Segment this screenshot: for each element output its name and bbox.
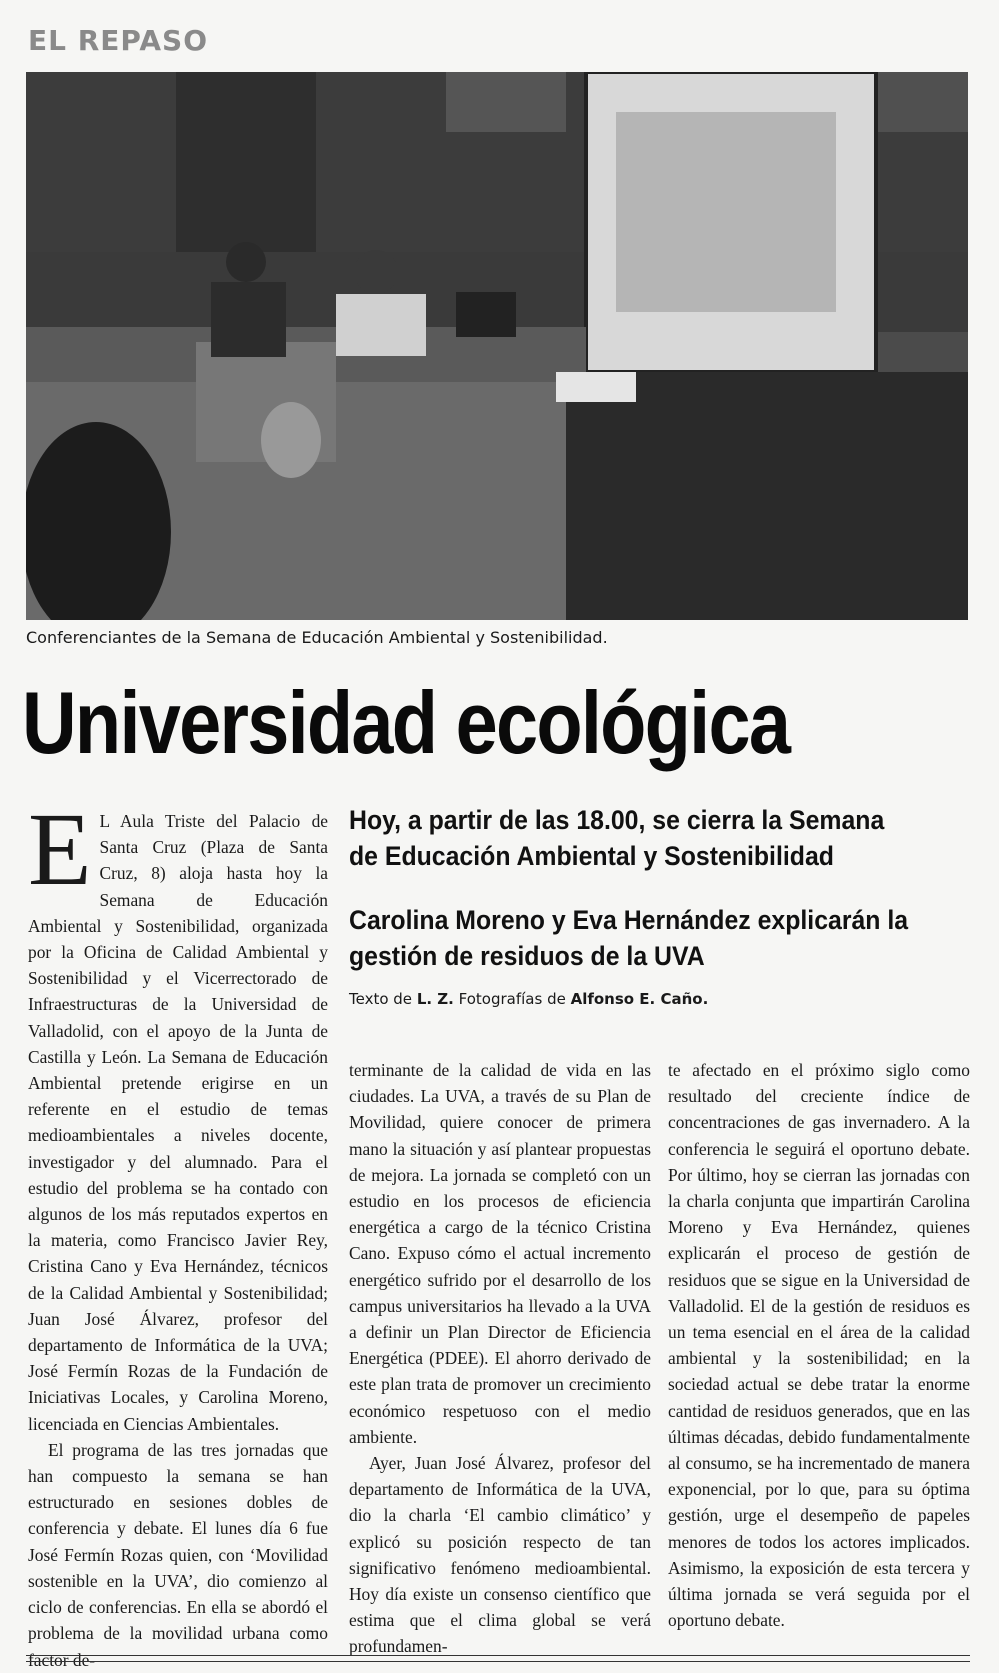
footer-rule [26,1661,970,1662]
article-photo [26,72,968,620]
article-paragraph [28,792,328,1437]
byline-author: L. Z. [416,990,454,1008]
article-paragraph: Ayer, Juan José Álvarez, profesor del departamento de Informática de la UVA, dio la charla ‘El cambio climático’ y explicó su posición respecto de tan significativo fenómeno medioambiental. Hoy día existe un consenso científico que estima que el clima global se verá profundamen- [349,1453,651,1657]
section-tag: EL REPASO [28,24,208,57]
headline: Universidad ecológica [22,673,790,772]
byline-photographer: Alfonso E. Caño. [570,990,709,1008]
article-column-2 [349,1057,651,1660]
article-paragraph: te afectado en el próximo siglo como resultado del creciente índice de concentraciones de gas invernadero. A la conferencia le seguirá el oportuno debate. Por último, hoy se cierran las jornadas con la charla conjunta que impartirán Carolina Moreno y Eva Hernández, quienes explicarán el proceso de gestión de residuos que se sigue en la Universidad de Valladolid. El de la gestión de residuos es un tema esencial en el área de la calidad ambiental y la sostenibilidad; en la sociedad actual se debe tratar la enorme cantidad de residuos generados, que en las últimas décadas, debido fundamentalmente al consumo, se ha incrementado de manera exponencial, por lo que, para su óptima gestión, urge el desempeño de papeles menores de todos los actores implicados. Asimismo, la exposición de esta tercera y última jornada se verá seguida por el oportuno debate. [668,1060,970,1631]
article-paragraph: El programa de las tres jornadas que han compuesto la semana se han estructurado en sesiones dobles de conferencia y debate. El lunes día 6 fue José Fermín Rozas quien, con ‘Movilidad sostenible en la UVA’, dio comienzo al ciclo de conferencias. En ella se abordó el problema de la movilidad urbana como factor de- [28,1439,328,1670]
footer-rule [26,1655,970,1656]
dropcap: E [28,792,92,907]
byline-prefix: Texto de [349,990,417,1008]
article-column-1 [28,792,328,1673]
deck-primary: Hoy, a partir de las 18.00, se cierra la Semana de Educación Ambiental y Sostenibilidad [349,805,885,871]
photo-caption: Conferenciantes de la Semana de Educación Ambiental y Sostenibilidad. [26,628,608,647]
article-column-3 [668,1057,970,1633]
byline [349,990,708,1008]
paragraph-text: L Aula Triste del Palacio de Santa Cruz (Plaza de Santa Cruz, 8) aloja hasta hoy la Semana de Educación Ambiental y Sostenibilidad, organizada por la Oficina de Calidad Ambiental y Sostenibilidad y el Vicerrectorado de Infraestructuras de la Universidad de Valladolid, con el apoyo de la Junta de Castilla y León. La Semana de Educación Ambiental pretende erigirse en un referente en el estudio de temas medioambientales a niveles docente, investigador y del alumnado. Para el estudio del problema se ha contado con algunos de los más reputados expertos en la materia, como Francisco Javier Rey, Cristina Cano y Eva Hernández, técnicos de la Calidad Ambiental y Sostenibilidad; Juan José Álvarez, profesor del departamento de Informática de la UVA; José Fermín Rozas de la Fundación de Iniciativas Locales, y Carolina Moreno, licenciada en Ciencias Ambientales. [28,811,328,1434]
article-paragraph: terminante de la calidad de vida en las ciudades. La UVA, a través de su Plan de Movilidad, quiere conocer de primera mano la situación y así plantear propuestas de mejora. La jornada se completó con un estudio en los procesos de eficiencia energética a cargo de la técnico Cristina Cano. Expuso cómo el actual incremento energético sufrido por el desarrollo de los campus universitarios ha llevado a la UVA a definir un Plan Director de Eficiencia Energética (PDEE). El ahorro derivado de este plan trata de promover un crecimiento económico respetuoso con el medio ambiente. [349,1060,651,1447]
deck-secondary: Carolina Moreno y Eva Hernández explicarán la gestión de residuos de la UVA [349,905,909,971]
byline-mid: Fotografías de [453,990,571,1008]
